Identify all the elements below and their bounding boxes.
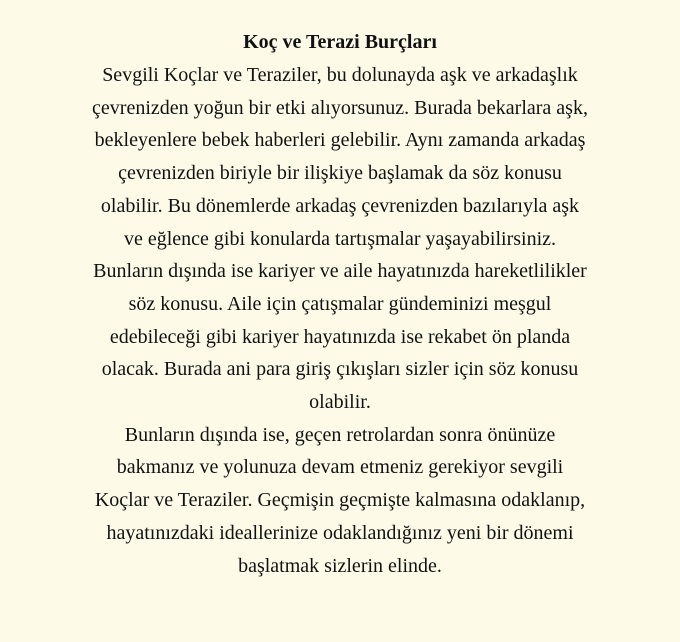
text-line: olabilir. (309, 391, 371, 414)
text-line: Koçlar ve Teraziler. Geçmişin geçmişte kalmasına odaklanıp, (94, 489, 586, 512)
document-title: Koç ve Terazi Burçları (243, 31, 437, 53)
text-line: Sevgili Koçlar ve Teraziler, bu dolunayda aşk ve arkadaşlık (102, 64, 578, 86)
text-line: çevrenizden yoğun bir etki alıyorsunuz. Burada bekarlara aşk, (92, 96, 588, 119)
paragraph-1 (0, 59, 680, 419)
text-line: başlatmak sizlerin elinde. (238, 554, 442, 577)
text-line: bekleyenlere bebek haberleri gelebilir. Aynı zamanda arkadaş (94, 129, 586, 152)
text-line: hayatınızdaki ideallerinize odaklandığınız yeni bir dönemi (106, 521, 574, 544)
text-line: olabilir. Bu dönemlerde arkadaş çevrenizden bazılarıyla aşk (100, 194, 580, 217)
text-line: söz konusu. Aile için çatışmalar gündeminizi meşgul (128, 292, 552, 315)
text-line: Bunların dışında ise kariyer ve aile hayatınızda hareketlilikler (93, 260, 587, 283)
text-line: edebileceği gibi kariyer hayatınızda ise rekabet ön planda (109, 325, 571, 348)
text-line: Bunların dışında ise, geçen retrolardan sonra önünüze (124, 423, 556, 446)
text-line: çevrenizden biriyle bir ilişkiye başlamak da söz konusu (118, 162, 562, 185)
text-line: bakmanız ve yolunuza devam etmeniz gerekiyor sevgili (116, 456, 564, 479)
paragraph-2 (0, 419, 680, 583)
text-line: ve eğlence gibi konularda tartışmalar yaşayabilirsiniz. (123, 227, 557, 250)
text-line: olacak. Burada ani para giriş çıkışları sizler için söz konusu (101, 358, 579, 381)
